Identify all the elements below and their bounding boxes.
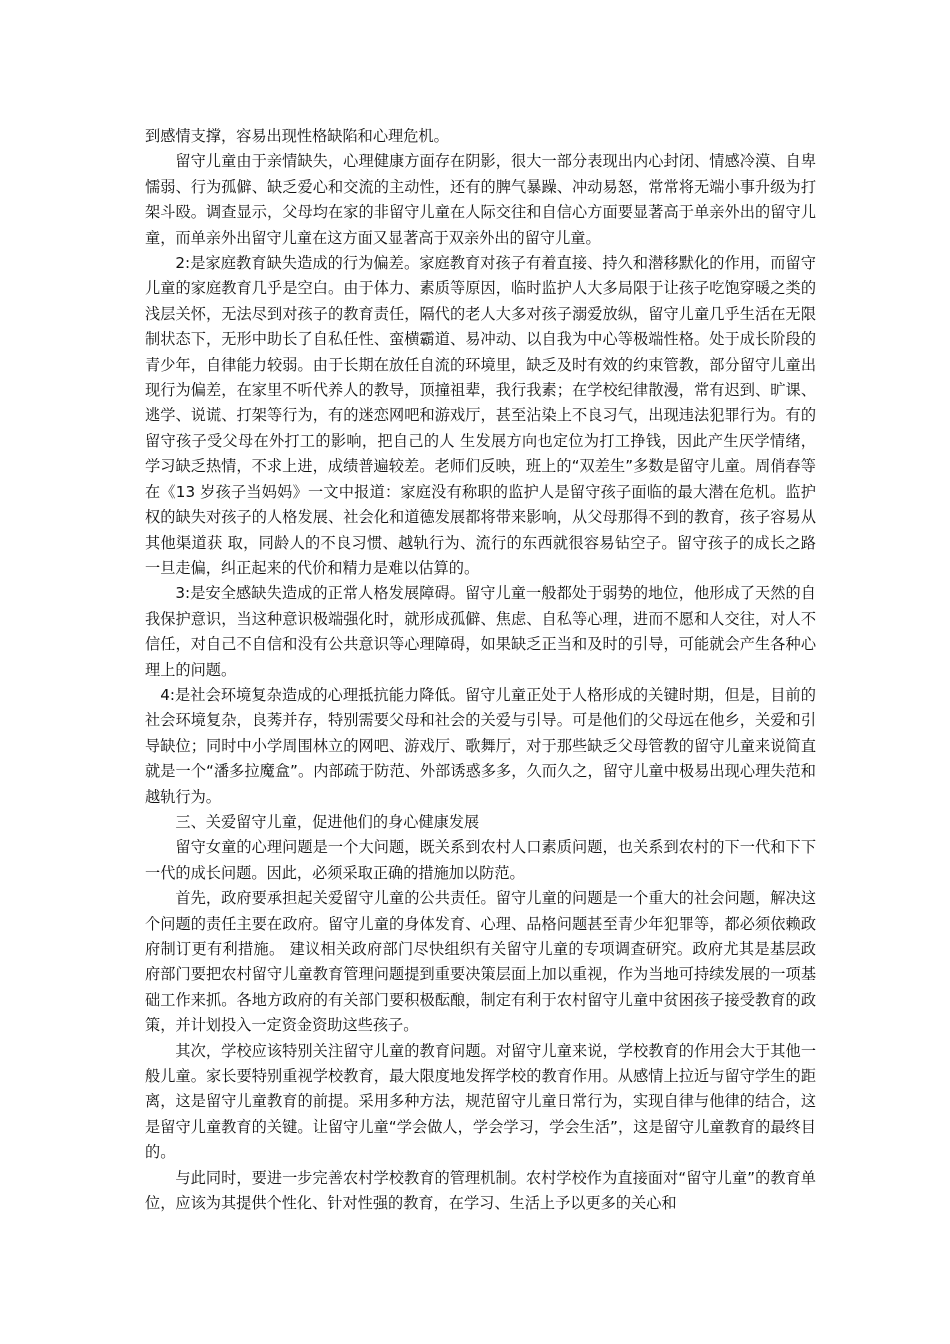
paragraph-2: 留守儿童由于亲情缺失，心理健康方面存在阴影，很大一部分表现出内心封闭、情感冷漠、自卑懦弱、行为孤僻、缺乏爱心和交流的主动性，还有的脾气暴躁、冲动易怒，常常将无端小事升级为打架斗殴。调查显示，父母均在家的非留守儿童在人际交往和自信心方面要显著高于单亲外出的留守儿童，而单亲外出留守儿童在这方面又显著高于双亲外出的留守儿童。 (145, 152, 816, 247)
paragraph-3: 2:是家庭教育缺失造成的行为偏差。家庭教育对孩子有着直接、持久和潜移默化的作用，而留守儿童的家庭教育几乎是空白。由于体力、素质等原因，临时监护人大多局限于让孩子吃饱穿暖之类的浅层关怀，无法尽到对孩子的教育责任，隔代的老人大多对孩子溺爱放纵，留守儿童几乎生活在无限制状态下，无形中助长了自私任性、蛮横霸道、易冲动、以自我为中心等极端性格。处于成长阶段的青少年，自律能力较弱。由于长期在放任自流的环境里，缺乏及时有效的约束管教，部分留守儿童出现行为偏差，在家里不听代养人的教导，顶撞祖辈，我行我素；在学校纪律散漫，常有迟到、旷课、逃学、说谎、打架等行为，有的迷恋网吧和游戏厅，甚至沾染上不良习气，出现违法犯罪行为。有的留守孩子受父母在外打工的影响，把自己的人 生发展方向也定位为打工挣钱，因此产生厌学情绪，学习缺乏热情，不求上进，成绩普遍较差。老师们反映，班上的“双差生”多数是留守儿童。周俏春等在《13 岁孩子当妈妈》一文中报道：家庭没有称职的监护人是留守孩子面临的最大潜在危机。监护权的缺失对孩子的人格发展、社会化和道德发展都将带来影响，从父母那得不到的教育，孩子容易从其他渠道获 取，同龄人的不良习惯、越轨行为、流行的东西就很容易钻空子。留守孩子的成长之路一旦走偏，纠正起来的代价和精力是难以估算的。 (145, 254, 816, 577)
paragraph-1: 到感情支撑，容易出现性格缺陷和心理危机。 (145, 127, 449, 145)
section-heading: 三、关爱留守儿童，促进他们的身心健康发展 (175, 812, 480, 831)
paragraph-5: 4:是社会环境复杂造成的心理抵抗能力降低。留守儿童正处于人格形成的关键时期，但是，目前的社会环境复杂，良莠并存，特别需要父母和社会的关爱与引导。可是他们的父母远在他乡，关爱和引导缺位；同时中小学周围林立的网吧、游戏厅、歌舞厅，对于那些缺乏父母管教的留守儿童来说简直就是一个“潘多拉魔盒”。内部疏于防范、外部诱惑多多，久而久之，留守儿童中极易出现心理失范和越轨行为。 (145, 685, 816, 806)
paragraph-8: 首先，政府要承担起关爱留守儿童的公共责任。留守儿童的问题是一个重大的社会问题，解决这个问题的责任主要在政府。留守儿童的身体发育、心理、品格问题甚至青少年犯罪等，都必须依赖政府制订更有利措施。 建议相关政府部门尽快组织有关留守儿童的专项调查研究。政府尤其是基层政府部门要把农村留守儿童教育管理问题提到重要决策层面上加以重视，作为当地可持续发展的一项基础工作来抓。各地方政府的有关部门要积极酝酿，制定有利于农村留守儿童中贫困孩子接受教育的政策，并计划投入一定资金资助这些孩子。 (145, 889, 816, 1035)
paragraph-9: 其次，学校应该特别关注留守儿童的教育问题。对留守儿童来说，学校教育的作用会大于其他一般儿童。家长要特别重视学校教育，最大限度地发挥学校的教育作用。从感情上拉近与留守学生的距离，这是留守儿童教育的前提。采用多种方法，规范留守儿童日常行为，实现自律与他律的结合，这是留守儿童教育的关键。让留守儿童“学会做人，学会学习，学会生活”，这是留守儿童教育的最终目的。 (145, 1041, 816, 1162)
paragraph-10: 与此同时，要进一步完善农村学校教育的管理机制。农村学校作为直接面对“留守儿童”的教育单位，应该为其提供个性化、针对性强的教育，在学习、生活上予以更多的关心和 (145, 1168, 816, 1213)
paragraph-4: 3:是安全感缺失造成的正常人格发展障碍。留守儿童一般都处于弱势的地位，他形成了天然的自我保护意识，当这种意识极端强化时，就形成孤僻、焦虑、自私等心理，进而不愿和人交往，对人不信任，对自己不自信和没有公共意识等心理障碍，如果缺乏正当和及时的引导，可能就会产生各种心理上的问题。 (145, 584, 816, 679)
document-body (145, 124, 816, 1216)
paragraph-7: 留守女童的心理问题是一个大问题，既关系到农村人口素质问题，也关系到农村的下一代和下下一代的成长问题。因此，必须采取正确的措施加以防范。 (145, 838, 816, 882)
